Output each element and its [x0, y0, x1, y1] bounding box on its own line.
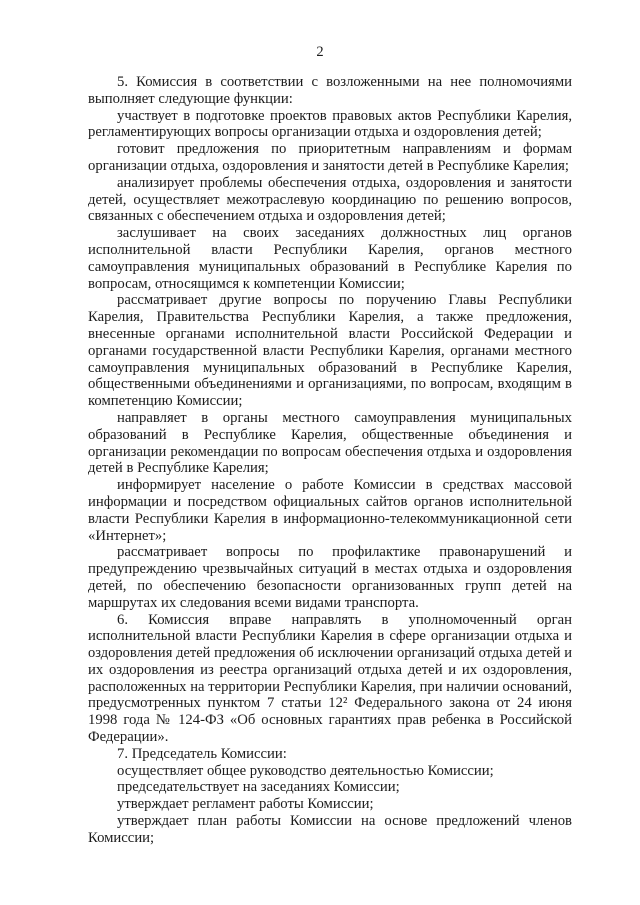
text-line: детей, осуществляет межотраслевую координацию по решению вопросов,: [88, 191, 572, 208]
text-line: вопросам, относящимся к компетенции Комиссии;: [88, 275, 405, 292]
paragraph: [88, 225, 572, 292]
text-line: исполнительной власти Республики Карелия, органов местного: [88, 241, 572, 258]
text-line: готовит предложения по приоритетным направлениям и формам: [117, 141, 572, 158]
text-line: самоуправления муниципальных образований в Республике Карелия по: [88, 258, 572, 275]
text-line: власти Республики Карелия в информационно-телекоммуникационной сети: [88, 510, 572, 527]
text-line: направляет в органы местного самоуправления муниципальных: [117, 409, 572, 426]
paragraph: [88, 477, 572, 544]
paragraph: [88, 175, 572, 225]
text-line: организации отдыха, оздоровления и занятости детей в Республике Карелия;: [88, 157, 569, 174]
text-line: Карелия, Правительства Республики Карелия, а также предложения,: [88, 309, 572, 326]
text-line: компетенцию Комиссии;: [88, 393, 243, 410]
text-line: предупреждению чрезвычайных ситуаций в местах отдыха и оздоровления: [88, 561, 572, 578]
paragraph: [88, 779, 572, 796]
paragraph: [88, 141, 572, 175]
text-line: детей, по обеспечению безопасности организованных групп детей на: [88, 577, 572, 594]
text-line: общественными объединениями и организациями, по вопросам, входящим в: [88, 376, 572, 393]
paragraph: [88, 796, 572, 813]
document-body: [88, 74, 572, 847]
paragraph: [88, 74, 572, 108]
paragraph: [88, 746, 572, 763]
text-line: осуществляет общее руководство деятельностью Комиссии;: [117, 762, 494, 779]
text-line: регламентирующих вопросы организации отдыха и оздоровления детей;: [88, 124, 542, 141]
text-line: 7. Председатель Комиссии:: [117, 745, 287, 762]
paragraph: [88, 108, 572, 142]
text-line: расположенных на территории Республики Карелия, при наличии оснований,: [88, 678, 572, 695]
text-line: заслушивает на своих заседаниях должностных лиц органов: [117, 225, 572, 242]
paragraph: [88, 813, 572, 847]
text-line: самоуправления муниципальных образований в Республике Карелия,: [88, 359, 572, 376]
text-line: органами государственной власти Республики Карелия, органами местного: [88, 342, 572, 359]
text-line: исполнительной власти Республики Карелия в сфере организации отдыха и: [88, 628, 572, 645]
text-line: связанных с обеспечением отдыха и оздоровления детей;: [88, 208, 446, 225]
text-line: утверждает план работы Комиссии на основе предложений членов: [117, 813, 572, 830]
text-line: информации и посредством официальных сайтов органов исполнительной: [88, 493, 572, 510]
paragraph: [88, 410, 572, 477]
text-line: организации рекомендации по вопросам обеспечения отдыха и оздоровления: [88, 443, 572, 460]
text-line: Федерации».: [88, 729, 169, 746]
text-line: внесенные органами исполнительной власти Российской Федерации и: [88, 325, 572, 342]
text-line: рассматривает другие вопросы по поручению Главы Республики: [117, 292, 572, 309]
text-line: утверждает регламент работы Комиссии;: [117, 796, 374, 813]
text-line: детей в Республике Карелия;: [88, 460, 269, 477]
text-line: маршрутах их следования всеми видами транспорта.: [88, 594, 419, 611]
text-line: информирует население о работе Комиссии в средствах массовой: [117, 477, 572, 494]
text-line: оздоровления детей предложения об исключении организаций отдыха детей и: [88, 645, 572, 662]
text-line: председательствует на заседаниях Комиссии;: [117, 779, 400, 796]
paragraph: [88, 292, 572, 410]
text-line: анализирует проблемы обеспечения отдыха, оздоровления и занятости: [117, 174, 572, 191]
text-line: предусмотренных пунктом 7 статьи 12² Федерального закона от 24 июня: [88, 695, 572, 712]
paragraph: [88, 612, 572, 746]
text-line: образований в Республике Карелия, общественные объединения и: [88, 426, 572, 443]
text-line: «Интернет»;: [88, 527, 167, 544]
text-line: их оздоровления из реестра организаций отдыха детей и их оздоровления,: [88, 661, 572, 678]
text-line: 5. Комиссия в соответствии с возложенными на нее полномочиями: [117, 74, 572, 90]
text-line: участвует в подготовке проектов правовых актов Республики Карелия,: [117, 107, 572, 124]
text-line: 6. Комиссия вправе направлять в уполномоченный орган: [117, 611, 572, 628]
paragraph: [88, 544, 572, 611]
text-line: Комиссии;: [88, 829, 155, 846]
text-line: выполняет следующие функции:: [88, 90, 293, 107]
paragraph: [88, 763, 572, 780]
text-line: рассматривает вопросы по профилактике правонарушений и: [117, 544, 572, 561]
text-line: 1998 года № 124-ФЗ «Об основных гарантиях прав ребенка в Российской: [88, 712, 572, 729]
page-number: 2: [316, 44, 324, 60]
